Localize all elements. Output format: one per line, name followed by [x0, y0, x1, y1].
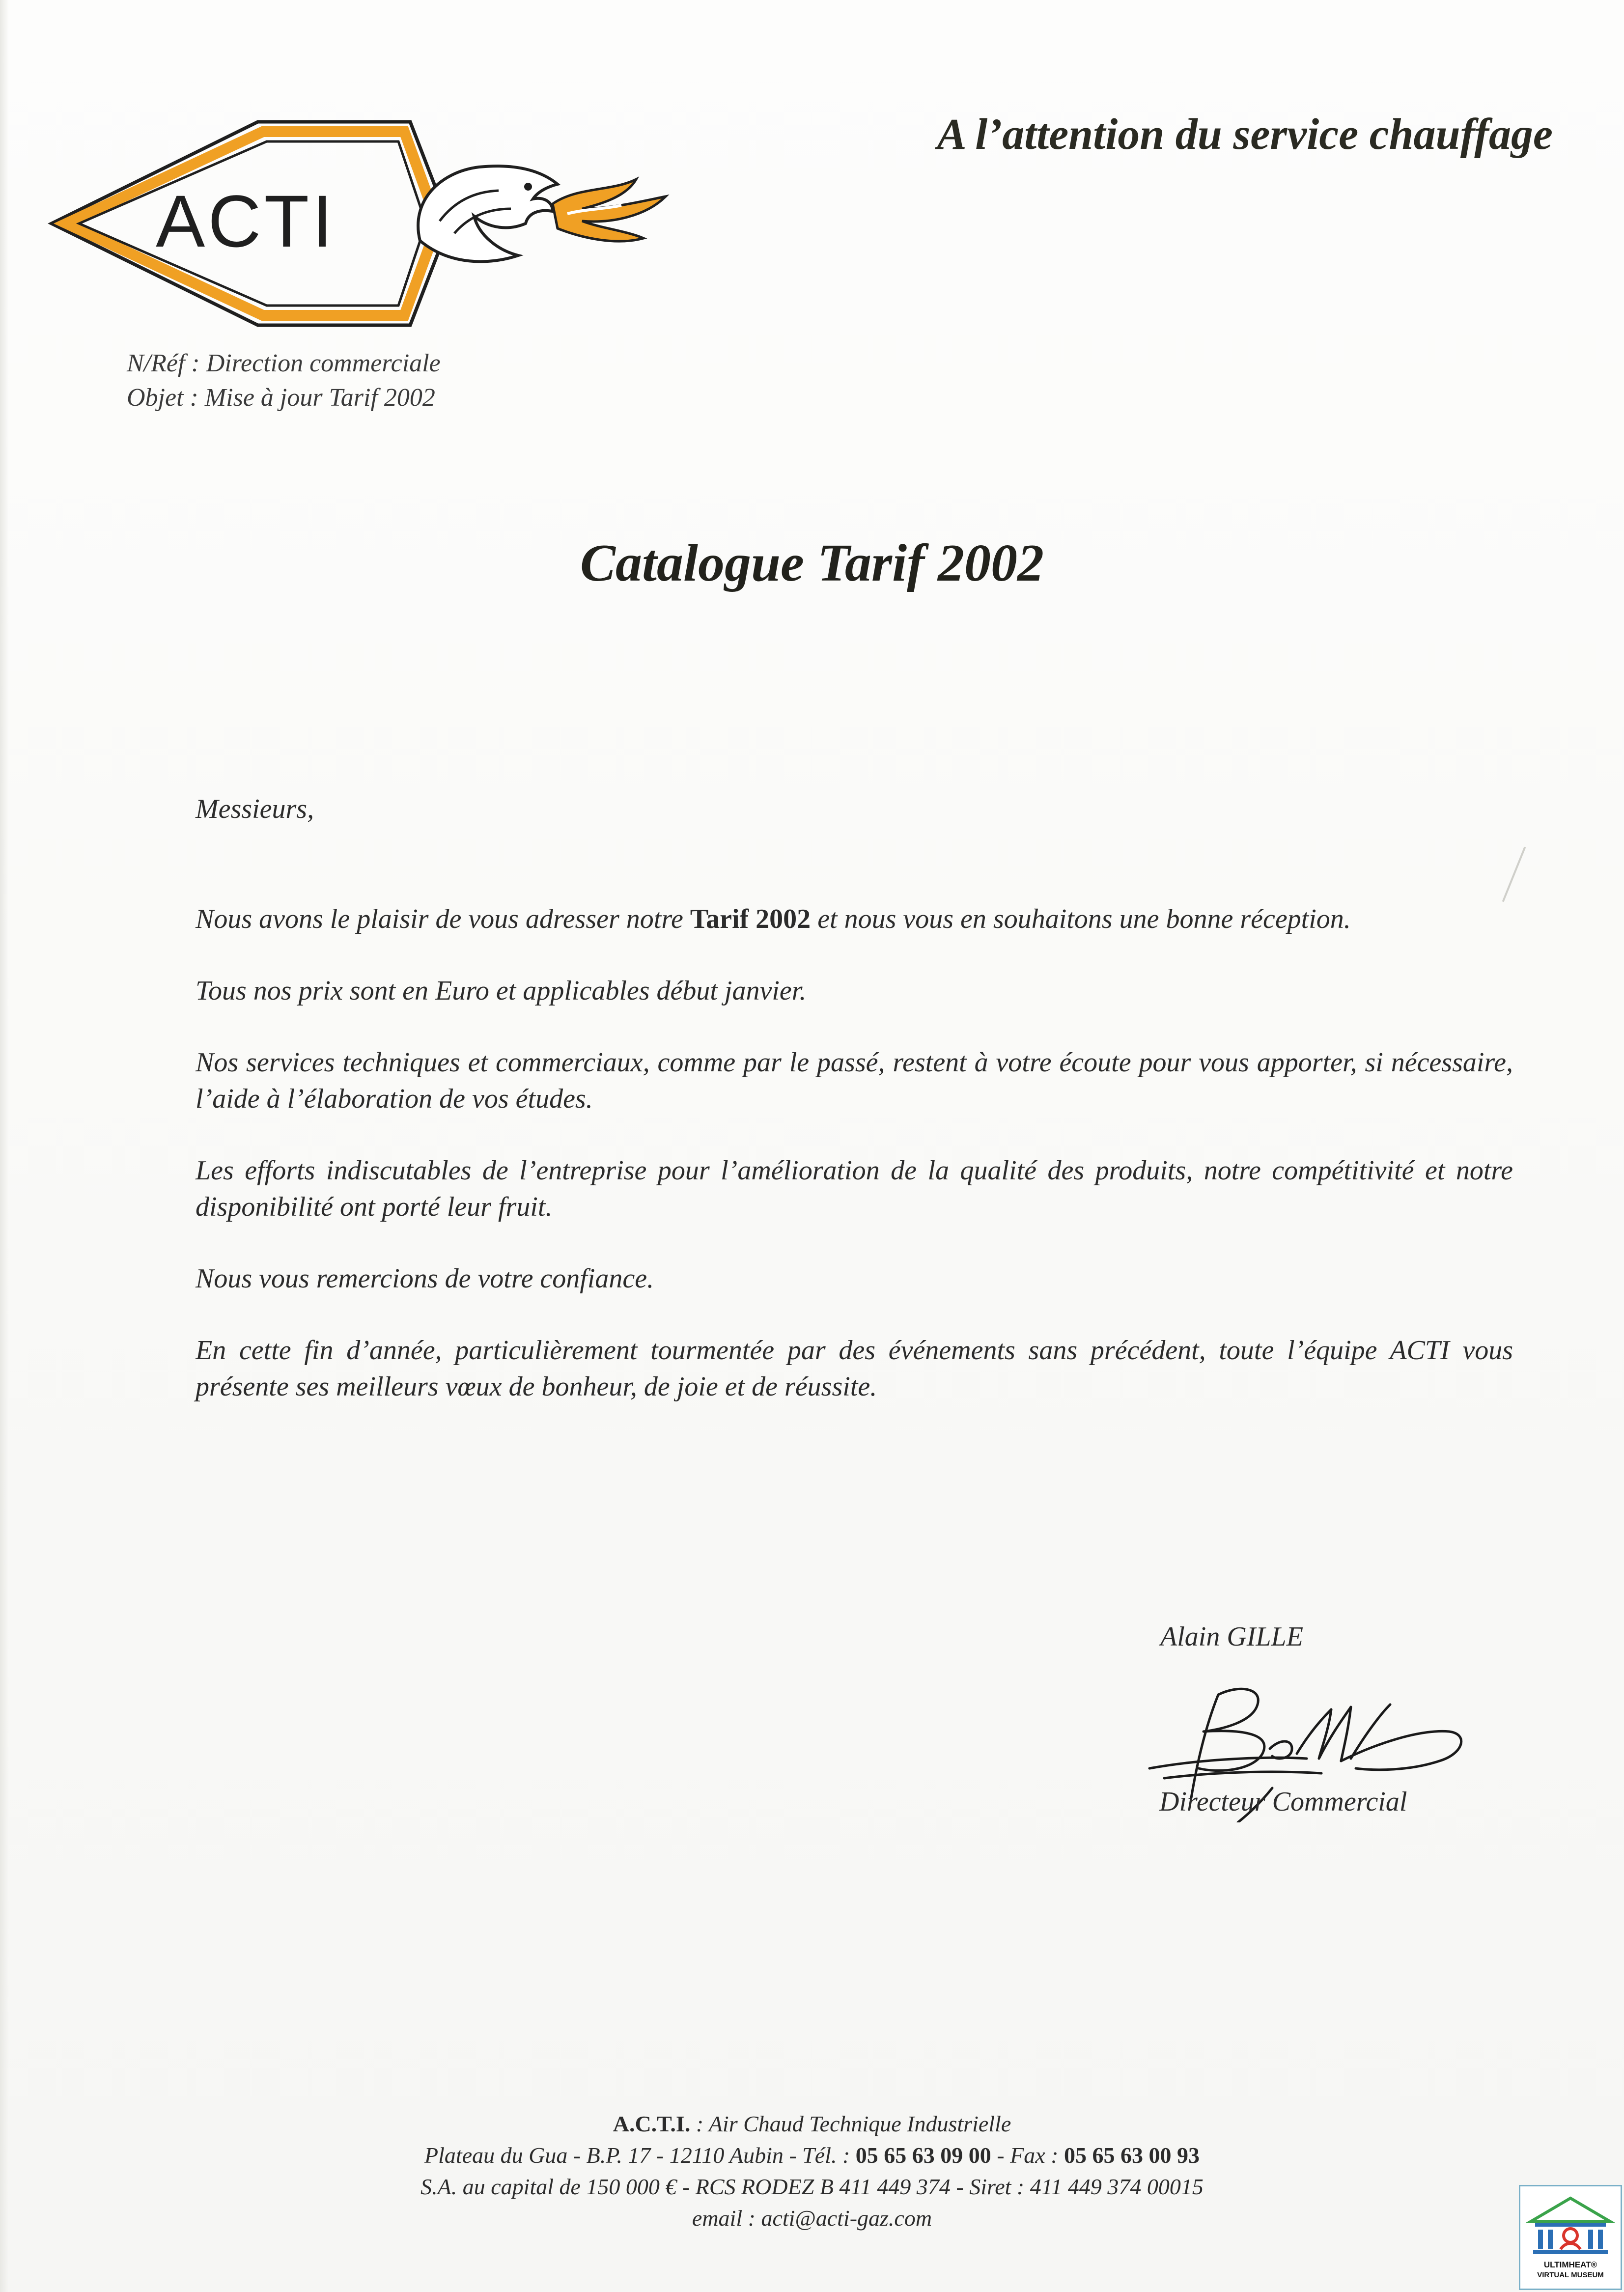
footer-company	[0, 2108, 1624, 2140]
reference-nref: N/Réf : Direction commerciale	[127, 349, 441, 377]
signatory-name: Alain GILLE	[1160, 1621, 1303, 1652]
badge-line-2: VIRTUAL MUSEUM	[1537, 2271, 1604, 2279]
footer-legal: S.A. au capital de 150 000 € - RCS RODEZ B 411 449 374 - Siret : 411 449 374 00015	[420, 2174, 1204, 2199]
letter-body	[196, 791, 1513, 1440]
svg-text:ACTI: ACTI	[156, 180, 336, 262]
footer-address-text: Plateau du Gua - B.P. 17 - 12110 Aubin - Tél. :	[424, 2143, 856, 2168]
badge-line-1: ULTIMHEAT®	[1543, 2260, 1597, 2269]
attention-heading: A l’attention du service chauffage	[937, 110, 1553, 159]
footer-address	[0, 2140, 1624, 2171]
paragraph-5: Nous vous remercions de votre confiance.	[196, 1263, 654, 1294]
footer-tel: 05 65 63 09 00	[855, 2143, 991, 2168]
paragraph-2: Tous nos prix sont en Euro et applicables début janvier.	[196, 976, 807, 1006]
footer-company-full: Air Chaud Technique Industrielle	[708, 2111, 1011, 2136]
signatory-title: Directeur Commercial	[1159, 1787, 1407, 1817]
footer-company-sep: :	[690, 2111, 709, 2136]
paragraph-1	[196, 901, 1513, 937]
paragraph-3: Nos services techniques et commerciaux, comme par le passé, restent à votre écoute pour vous apporter, si nécessaire, l’aide à l’élaboration de vos études.	[196, 1047, 1513, 1114]
document-title: Catalogue Tarif 2002	[580, 534, 1044, 592]
footer-company-abbr: A.C.T.I.	[613, 2111, 691, 2136]
museum-building-icon	[1526, 2194, 1615, 2258]
reference-objet: Objet : Mise à jour Tarif 2002	[127, 384, 435, 412]
footer-fax: 05 65 63 00 93	[1064, 2143, 1200, 2168]
paragraph-6: En cette fin d’année, particulièrement tourmentée par des événements sans précédent, toute l’équipe ACTI vous présente ses meilleurs vœux de bonheur, de joie et de réussite.	[196, 1335, 1513, 1402]
paragraph-1-end: et nous vous en souhaitons une bonne réception.	[811, 904, 1351, 934]
reference-block	[127, 346, 441, 415]
paragraph-1-start: Nous avons le plaisir de vous adresser notre	[196, 904, 690, 934]
salutation: Messieurs,	[196, 794, 314, 824]
acti-logo	[47, 118, 671, 329]
footer-email: email : acti@acti-gaz.com	[692, 2206, 932, 2231]
paragraph-4: Les efforts indiscutables de l’entreprise pour l’amélioration de la qualité des produits, notre compétitivité et notre disponibilité ont porté leur fruit.	[196, 1155, 1513, 1222]
museum-badge	[1519, 2185, 1622, 2290]
tarif-highlight: Tarif 2002	[690, 904, 811, 934]
footer	[0, 2108, 1624, 2234]
footer-fax-label: - Fax :	[991, 2143, 1064, 2168]
